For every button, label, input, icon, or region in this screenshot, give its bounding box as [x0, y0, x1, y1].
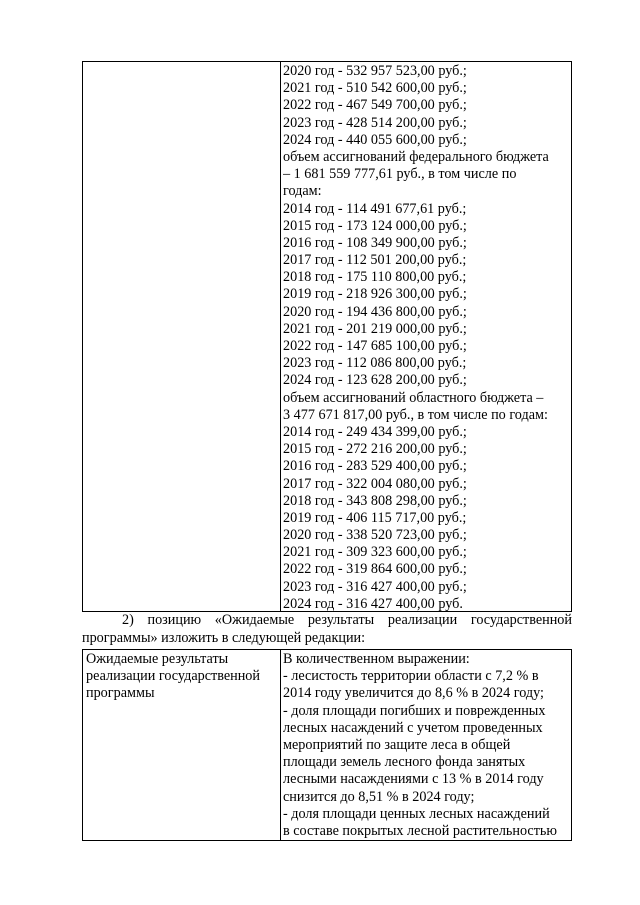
results-label-cell [86, 651, 278, 703]
result-line: - доля площади ценных лесных насаждений [283, 805, 550, 822]
funding-line: 2020 год - 338 520 723,00 руб.; [283, 527, 467, 544]
funding-line: объем ассигнований областного бюджета – [283, 389, 544, 406]
funding-line: 2022 год - 319 864 600,00 руб.; [283, 561, 467, 578]
funding-line: 2018 год - 343 808 298,00 руб.; [283, 492, 467, 509]
funding-line: 2023 год - 428 514 200,00 руб.; [283, 114, 467, 131]
funding-table [82, 61, 572, 612]
column-divider [280, 650, 281, 840]
funding-line: 2024 год - 440 055 600,00 руб.; [283, 131, 467, 148]
funding-line: 2022 год - 467 549 700,00 руб.; [283, 97, 467, 114]
label-line: Ожидаемые результаты [86, 651, 229, 667]
result-line: площади земель лесного фонда занятых [283, 754, 526, 771]
funding-line: 2019 год - 406 115 717,00 руб.; [283, 509, 467, 526]
paragraph-line: 2) позицию «Ожидаемые результаты реализации государственной [122, 612, 572, 628]
funding-line: 2023 год - 316 427 400,00 руб.; [283, 578, 467, 595]
result-line: В количественном выражении: [283, 651, 470, 667]
funding-line: 3 477 671 817,00 руб., в том числе по годам: [283, 406, 548, 423]
funding-line: 2015 год - 173 124 000,00 руб.; [283, 217, 467, 234]
funding-line: – 1 681 559 777,61 руб., в том числе по [283, 166, 517, 183]
result-line: лесными насаждениями с 13 % в 2014 году [283, 771, 544, 788]
paragraph-line: программы» изложить в следующей редакции: [82, 629, 366, 646]
result-line: лесных насаждений с учетом проведенных [283, 719, 543, 736]
funding-line: 2024 год - 316 427 400,00 руб. [283, 595, 463, 612]
column-divider [280, 62, 281, 611]
result-line: в составе покрытых лесной растительностью [283, 822, 557, 839]
funding-line: 2015 год - 272 216 200,00 руб.; [283, 441, 467, 458]
amendment-paragraph [82, 612, 572, 647]
funding-line: 2016 год - 108 349 900,00 руб.; [283, 234, 467, 251]
funding-line: 2019 год - 218 926 300,00 руб.; [283, 286, 467, 303]
label-line: программы [86, 685, 155, 702]
result-line: снизится до 8,51 % в 2024 году; [283, 788, 475, 805]
funding-line: 2021 год - 201 219 000,00 руб.; [283, 320, 467, 337]
result-line: 2014 году увеличится до 8,6 % в 2024 году; [283, 685, 544, 702]
results-value-cell [283, 651, 571, 840]
funding-line: 2017 год - 112 501 200,00 руб.; [283, 252, 467, 269]
label-line: реализации государственной [86, 668, 260, 685]
funding-line: 2022 год - 147 685 100,00 руб.; [283, 338, 467, 354]
result-line: - доля площади погибших и поврежденных [283, 702, 546, 719]
funding-line: 2021 год - 510 542 600,00 руб.; [283, 80, 467, 97]
funding-line: объем ассигнований федерального бюджета [283, 148, 549, 165]
result-line: - лесистость территории области с 7,2 % в [283, 668, 539, 685]
funding-line: 2021 год - 309 323 600,00 руб.; [283, 544, 467, 561]
funding-line: 2020 год - 532 957 523,00 руб.; [283, 63, 467, 79]
funding-line: годам: [283, 183, 322, 200]
funding-line: 2014 год - 249 434 399,00 руб.; [283, 423, 467, 440]
result-line: мероприятий по защите леса в общей [283, 736, 511, 753]
funding-line: 2016 год - 283 529 400,00 руб.; [283, 458, 467, 475]
funding-line: 2020 год - 194 436 800,00 руб.; [283, 303, 467, 320]
funding-line: 2014 год - 114 491 677,61 руб.; [283, 200, 467, 217]
funding-line: 2018 год - 175 110 800,00 руб.; [283, 269, 467, 286]
funding-cell [283, 63, 571, 613]
funding-line: 2017 год - 322 004 080,00 руб.; [283, 475, 467, 492]
funding-line: 2024 год - 123 628 200,00 руб.; [283, 372, 467, 389]
results-table [82, 649, 572, 841]
funding-line: 2023 год - 112 086 800,00 руб.; [283, 355, 467, 372]
